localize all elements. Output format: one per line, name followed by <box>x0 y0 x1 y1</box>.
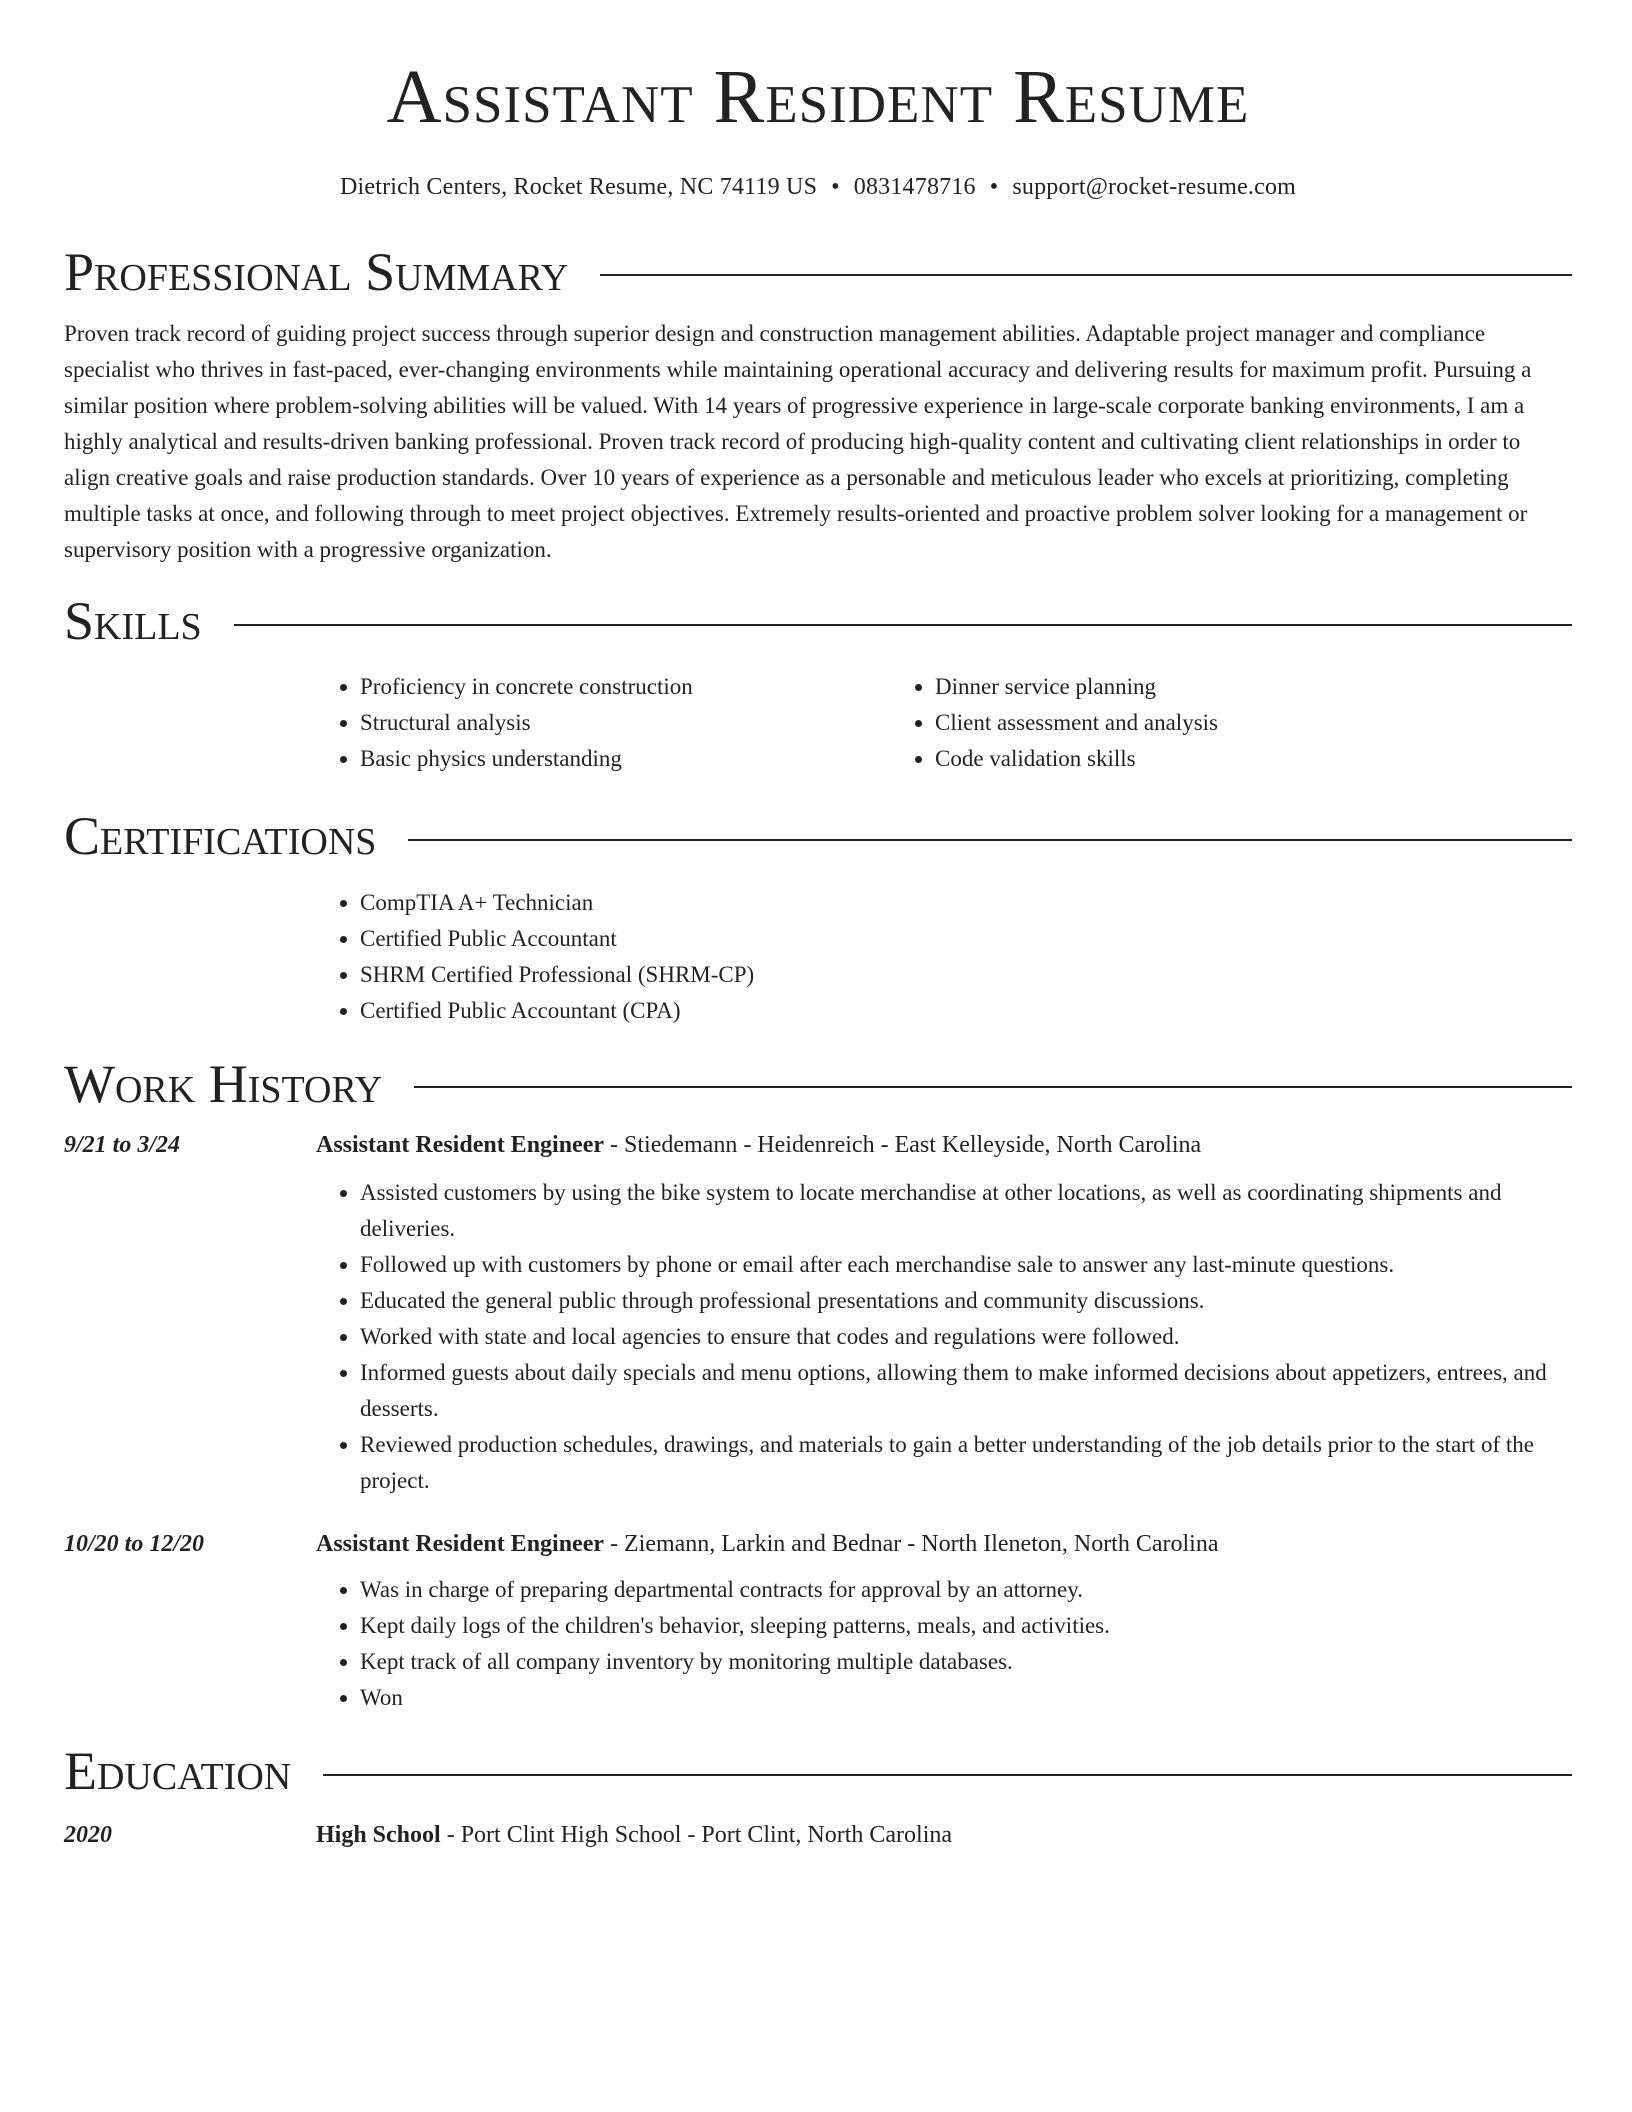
section-divider <box>600 274 1572 276</box>
resume-title: Assistant Resident Resume <box>386 55 1250 139</box>
skills-list <box>316 669 1572 777</box>
job-details: - Ziemann, Larkin and Bednar - North Ileneton, North Carolina <box>604 1531 1219 1558</box>
education-entry <box>64 1822 1572 1849</box>
contact-separator: • <box>989 173 999 200</box>
summary-heading: Professional Summary <box>64 241 569 302</box>
contact-separator: • <box>831 173 840 200</box>
skill-item: • Client assessment and analysis <box>935 705 1466 741</box>
job-header <box>64 1531 1572 1558</box>
skill-item: • Proficiency in concrete construction <box>360 669 891 705</box>
section-divider <box>414 1086 1572 1088</box>
education-details: - Port Clint High School - Port Clint, North Carolina <box>440 1821 953 1848</box>
skills-section-header <box>64 592 1572 651</box>
education-degree: High School <box>316 1821 441 1848</box>
contact-line <box>64 174 1572 201</box>
summary-section-header <box>64 243 1572 302</box>
education-heading: Education <box>64 1741 292 1802</box>
job-bullets <box>316 1572 1572 1716</box>
education-year: 2020 <box>64 1821 112 1848</box>
work-section-header <box>64 1055 1572 1114</box>
skill-item: • Basic physics understanding <box>360 741 891 777</box>
job-title: Assistant Resident Engineer <box>316 1531 605 1558</box>
certification-item: • CompTIA A+ Technician <box>360 885 1572 921</box>
resume-page <box>64 0 1572 1849</box>
section-divider <box>234 624 1572 626</box>
contact-phone: 0831478716 <box>853 173 976 200</box>
certification-item: • Certified Public Accountant <box>360 921 1572 957</box>
contact-address: Dietrich Centers, Rocket Resume, NC 74119 US <box>339 173 818 200</box>
job-dates: 10/20 to 12/20 <box>64 1531 205 1558</box>
job-bullet: • Informed guests about daily specials and menu options, allowing them to make informed decisions about appetizers, entrees, and desserts. <box>360 1355 1572 1427</box>
certifications-section-header <box>64 807 1572 866</box>
skills-column-right <box>891 669 1466 777</box>
education-section-header <box>64 1742 1572 1801</box>
job-bullet: • Kept track of all company inventory by monitoring multiple databases. <box>360 1644 1572 1680</box>
certification-item: • Certified Public Accountant (CPA) <box>360 993 1572 1029</box>
certifications-heading: Certifications <box>64 806 377 867</box>
work-heading: Work History <box>64 1053 383 1114</box>
job-bullet: • Kept daily logs of the children's behavior, sleeping patterns, meals, and activities. <box>360 1608 1572 1644</box>
job-bullet: • Educated the general public through professional presentations and community discussions. <box>360 1283 1572 1319</box>
section-divider <box>323 1774 1572 1776</box>
job-title-line <box>316 1531 1219 1558</box>
job-title-line <box>316 1132 1201 1159</box>
job-bullet: • Reviewed production schedules, drawings, and materials to gain a better understanding of the job details prior to the start of the project. <box>360 1427 1572 1499</box>
certification-item: • SHRM Certified Professional (SHRM-CP) <box>360 957 1572 993</box>
skills-column-left <box>316 669 891 777</box>
education-line <box>316 1822 952 1849</box>
skills-heading: Skills <box>64 590 202 651</box>
skill-item: • Code validation skills <box>935 741 1466 777</box>
job-dates: 9/21 to 3/24 <box>64 1132 181 1159</box>
job-bullet: • Won <box>360 1680 1572 1716</box>
job-bullet: • Assisted customers by using the bike system to locate merchandise at other locations, as well as coordinating shipments and deliveries. <box>360 1175 1572 1247</box>
job-entry <box>64 1132 1572 1499</box>
section-divider <box>408 839 1572 841</box>
skill-item: • Structural analysis <box>360 705 891 741</box>
contact-email: support@rocket-resume.com <box>1012 173 1297 200</box>
summary-text: Proven track record of guiding project success through superior design and construction management abilities. Adaptable project manager and compliance specialist who thrives in fast-paced, ever-changing environments while maintaining operational accuracy and delivering results for maximum profit. Pursuing a similar position where problem-solving abilities will be valued. With 14 years of progressive experience in large-scale corporate banking environments, I am a highly analytical and results-driven banking professional. Proven track record of producing high-quality content and cultivating client relationships in order to align creative goals and raise production standards. Over 10 years of experience as a personable and meticulous leader who excels at prioritizing, completing multiple tasks at once, and following through to meet project objectives. Extremely results-oriented and proactive problem solver looking for a management or supervisory position with a progressive organization. <box>64 320 1532 562</box>
skill-item: • Dinner service planning <box>935 669 1466 705</box>
job-bullet: • Worked with state and local agencies to ensure that codes and regulations were followed. <box>360 1319 1572 1355</box>
job-title: Assistant Resident Engineer <box>316 1132 605 1159</box>
job-header <box>64 1132 1572 1159</box>
job-entry <box>64 1531 1572 1716</box>
job-bullet: • Followed up with customers by phone or email after each merchandise sale to answer any last-minute questions. <box>360 1247 1572 1283</box>
job-details: - Stiedemann - Heidenreich - East Kelleyside, North Carolina <box>604 1132 1202 1159</box>
job-bullets <box>316 1175 1572 1499</box>
certifications-list <box>316 885 1572 1029</box>
job-bullet: • Was in charge of preparing departmental contracts for approval by an attorney. <box>360 1572 1572 1608</box>
